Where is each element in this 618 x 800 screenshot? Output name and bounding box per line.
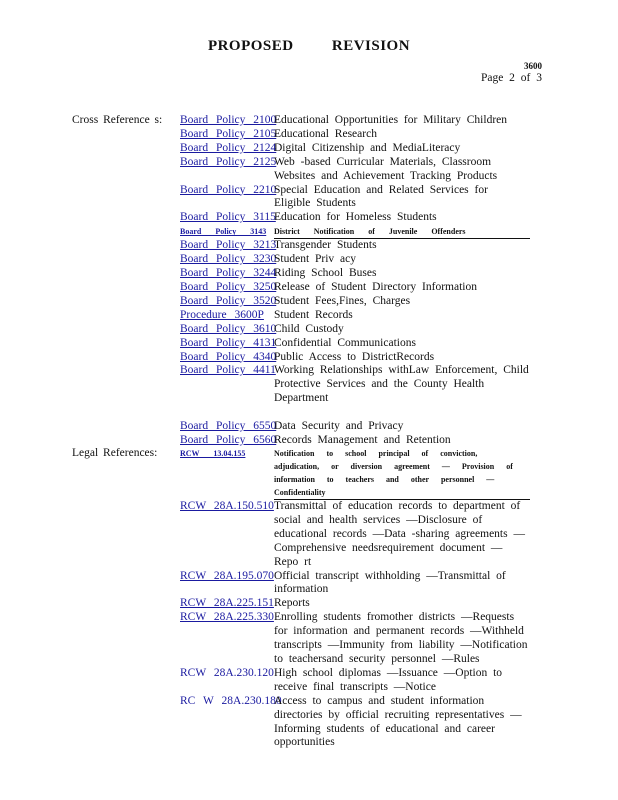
reference-description: Records Management and Retention [274, 433, 451, 446]
reference-link[interactable]: RCW 28A.195.070 [180, 569, 274, 582]
cross-references-label: Cross Reference s: [72, 114, 163, 126]
reference-description: Student Priv acy [274, 253, 357, 266]
reference-description: Public Access to DistrictRecords [274, 350, 435, 363]
list-item [180, 225, 540, 239]
list-item [180, 434, 540, 448]
reference-link[interactable]: Board Policy 2125 [180, 155, 277, 168]
reference-description: Student Fees,Fines, Charges [274, 294, 411, 307]
list-item [180, 184, 540, 212]
page-number: Page 2 of 3 [480, 72, 542, 84]
reference-link[interactable]: Board Policy 4131 [180, 336, 277, 349]
reference-description: Digital Citizenship and MediaLiteracy [274, 141, 461, 154]
reference-description: Transmittal of education records to department of social and health services —Disclosure of educational records —Data -sharing agreements — Comprehensive needsrequirement document — Repo rt [274, 500, 525, 568]
reference-description: Notification to school principal of conviction, adjudication, or diversion agreement — Provision of information to teachers and other personnel — Confidentiality [274, 447, 530, 500]
list-item [180, 281, 540, 295]
list-item [180, 447, 540, 500]
reference-description: Confidential Communications [274, 336, 416, 349]
reference-link[interactable]: Board Policy 2124 [180, 141, 277, 154]
reference-description: Educational Opportunities for Military Children [274, 114, 508, 126]
reference-link[interactable]: RCW 28A.225.330 [180, 611, 274, 624]
reference-link[interactable]: Board Policy 3230 [180, 253, 277, 266]
reference-link[interactable]: RC W 28A.230.180 [180, 694, 282, 707]
reference-description: District Notification of Juvenile Offenders [274, 225, 530, 239]
list-item [180, 351, 540, 365]
reference-description: Data Security and Privacy [274, 420, 404, 433]
reference-description: Access to campus and student information directories by official recruiting representatives — Informing students of educational and career opportunities [274, 694, 522, 749]
reference-description: Student Records [274, 308, 353, 321]
list-item [180, 364, 540, 406]
reference-description: Release of Student Directory Information [274, 280, 477, 293]
list-item [180, 500, 540, 570]
legal-references-label: Legal References: [72, 447, 158, 459]
list-item [180, 295, 540, 309]
reference-link[interactable]: Board Policy 2105 [180, 127, 277, 140]
list-item [180, 128, 540, 142]
reference-link[interactable]: Board Policy 2100 [180, 114, 277, 126]
reference-description: Enrolling students fromother districts —Requests for information and permanent records —Withheld transcripts —Immunity from liability —Notification to teachersand security personnel —Rules [274, 611, 528, 665]
list-item [180, 253, 540, 267]
reference-description: Transgender Students [274, 239, 377, 252]
reference-link[interactable]: Board Policy 4411 [180, 364, 276, 377]
list-item [180, 597, 540, 611]
list-item [180, 667, 540, 695]
reference-description: High school diplomas —Issuance —Option to receive final transcripts —Notice [274, 666, 503, 693]
reference-link[interactable]: Board Policy 3213 [180, 239, 277, 252]
reference-link[interactable]: RCW 28A.225.151 [180, 597, 274, 610]
page-title: PROPOSED REVISION [207, 38, 411, 54]
reference-link[interactable]: Board Policy 3115 [180, 211, 276, 224]
reference-link[interactable]: RCW 28A.230.120 [180, 666, 274, 679]
list-item [180, 142, 540, 156]
list-item [180, 337, 540, 351]
list-item [180, 114, 540, 128]
reference-link[interactable]: RCW 28A.150.510 [180, 500, 274, 512]
reference-description: Web -based Curricular Materials, Classroom Websites and Achievement Tracking Products [274, 155, 498, 182]
reference-link[interactable]: Board Policy 3143 [180, 227, 267, 237]
reference-link[interactable]: Board Policy 6560 [180, 433, 277, 446]
list-item [180, 611, 540, 667]
list-item [180, 570, 540, 598]
reference-description: Official transcript withholding —Transmittal of information [274, 569, 506, 596]
list-item [180, 323, 540, 337]
list-item [180, 267, 540, 281]
list-item [180, 239, 540, 253]
reference-description: Working Relationships withLaw Enforcement, Child Protective Services and the County Health Department [274, 364, 529, 405]
reference-link[interactable]: Procedure 3600P [180, 308, 264, 321]
document-number: 3600 [524, 61, 542, 71]
reference-description: Education for Homeless Students [274, 211, 437, 224]
reference-description: Special Education and Related Services for Eligible Students [274, 183, 488, 210]
legal-references-list [180, 447, 540, 750]
reference-link[interactable]: Board Policy 2210 [180, 183, 277, 196]
list-item [180, 211, 540, 225]
reference-description: Educational Research [274, 127, 377, 140]
reference-link[interactable]: Board Policy 4340 [180, 350, 277, 363]
reference-link[interactable]: Board Policy 3610 [180, 322, 277, 335]
reference-link[interactable]: Board Policy 3250 [180, 280, 277, 293]
list-item [180, 695, 540, 751]
list-item [180, 309, 540, 323]
list-item [180, 156, 540, 184]
reference-link[interactable]: RCW 13.04.155 [180, 449, 246, 458]
list-item [180, 420, 540, 434]
reference-description: Riding School Buses [274, 267, 377, 280]
reference-description: Reports [274, 597, 310, 610]
reference-link[interactable]: Board Policy 3520 [180, 294, 277, 307]
reference-description: Child Custody [274, 322, 344, 335]
reference-link[interactable]: Board Policy 6550 [180, 420, 277, 433]
cross-references-list [180, 114, 540, 448]
reference-link[interactable]: Board Policy 3244 [180, 267, 277, 280]
